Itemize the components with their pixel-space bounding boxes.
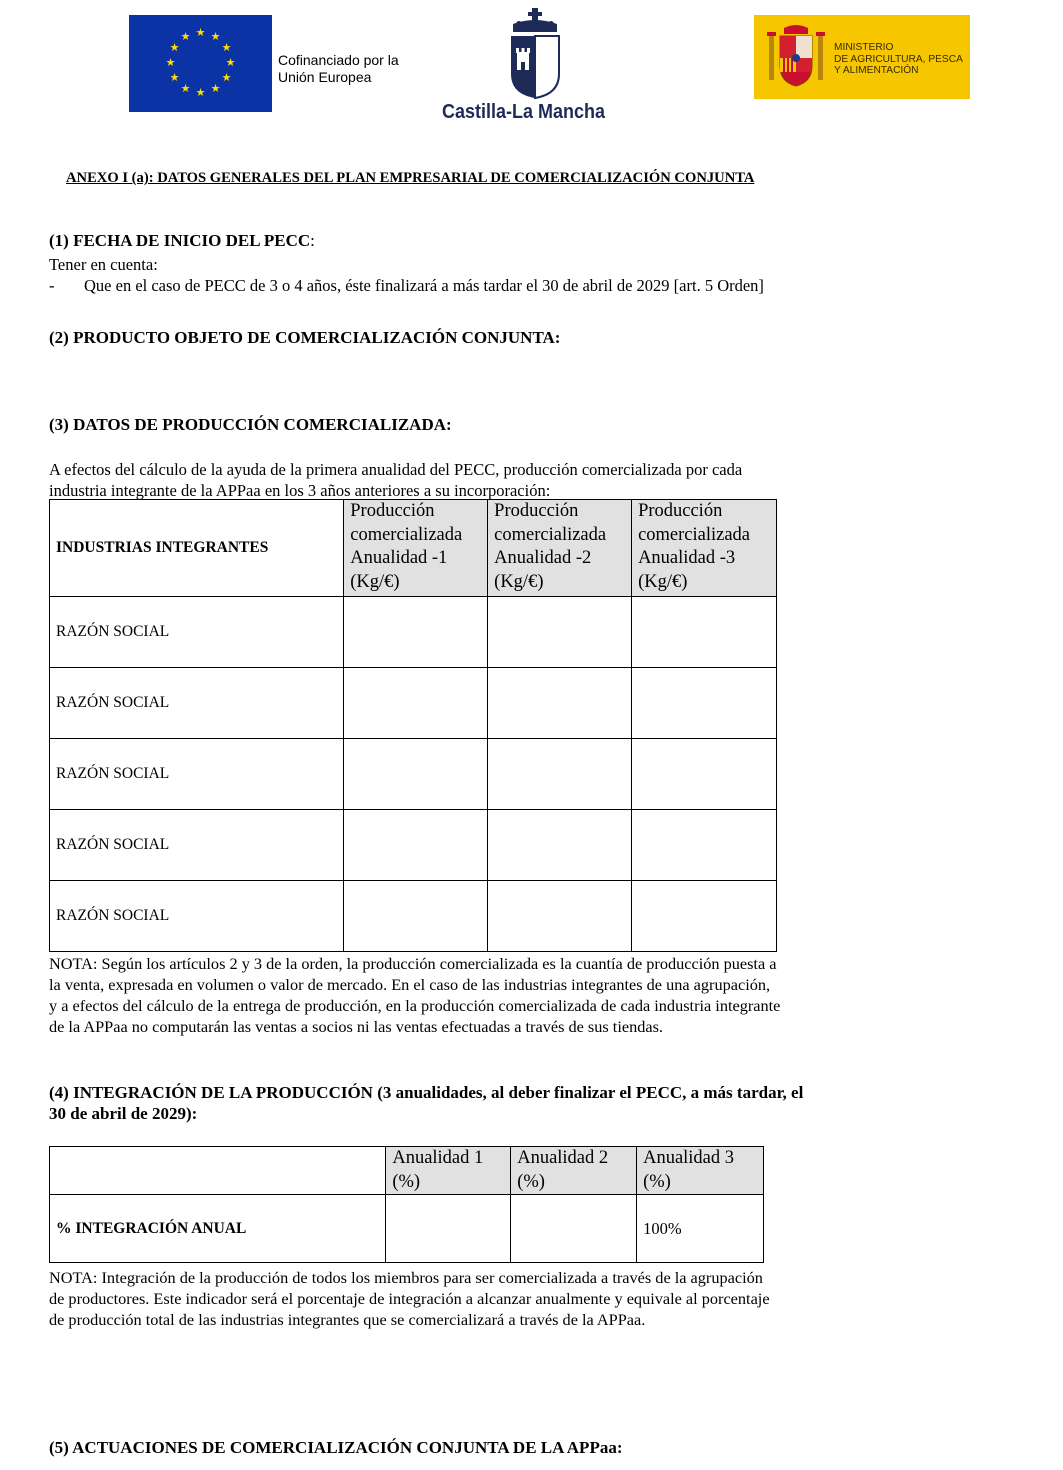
cell-input[interactable] [344,881,488,952]
integration-value-annuality-2[interactable] [511,1195,637,1263]
integration-table-header-row [50,1147,764,1195]
section3-note-line4: de la APPaa no computarán las ventas a socios ni las ventas efectuadas a través de sus tiendas. [49,1017,663,1036]
svg-text:★: ★ [221,41,232,54]
cell-input[interactable] [344,668,488,739]
svg-text:★: ★ [169,71,180,84]
svg-text:★: ★ [180,30,191,43]
header-annuality-minus-3-line1: Producción [638,501,723,521]
header-annuality-3 [637,1147,764,1195]
header-annuality-1-line1: Anualidad 1 [392,1148,484,1168]
castilla-la-mancha-wordmark: Castilla-La Mancha [442,101,606,123]
header-annuality-minus-3-line3: Anualidad -3 [638,548,736,568]
header-annuality-minus-1-line1: Producción [350,501,435,521]
section1-heading [49,231,315,251]
ministry-line1: MINISTERIO [834,42,894,53]
table-row [50,739,777,810]
section4-note-line3: de producción total de las industrias integrantes que se comercializará a través de la APPaa. [49,1310,646,1329]
integration-value-annuality-1[interactable] [386,1195,511,1263]
header-annuality-minus-3-line4: (Kg/€) [638,571,688,592]
eu-cofinancing-caption [278,52,399,86]
section3-note-line3: y a efectos del cálculo de la entrega de producción, en la producción comercializada de cada industria integrante [49,996,781,1015]
row-label-razon-social: RAZÓN SOCIAL [50,597,344,668]
svg-text:★: ★ [225,56,236,69]
svg-text:★: ★ [195,26,206,39]
section3-intro-line1: A efectos del cálculo de la ayuda de la primera anualidad del PECC, producción comercializada por cada [49,460,743,479]
table-row [50,597,777,668]
table-row [50,1195,764,1263]
header-annuality-2-line1: Anualidad 2 [517,1148,609,1168]
header-annuality-2 [511,1147,637,1195]
header-annuality-minus-2-line1: Producción [494,501,579,521]
eu-caption-line2: Unión Europea [278,69,372,85]
section3-note-line1: NOTA: Según los artículos 2 y 3 de la orden, la producción comercializada es la cuantía de producción puesta a [49,954,777,973]
cell-input[interactable] [344,597,488,668]
row-label-razon-social: RAZÓN SOCIAL [50,810,344,881]
cell-input[interactable] [488,597,632,668]
section3-heading: (3) DATOS DE PRODUCCIÓN COMERCIALIZADA: [49,415,452,434]
table-row [50,810,777,881]
section1-bullet-dash: - [49,276,55,295]
annex-title: ANEXO I (a): DATOS GENERALES DEL PLAN EMPRESARIAL DE COMERCIALIZACIÓN CONJUNTA [66,170,755,186]
section4-heading-line2: 30 de abril de 2029): [49,1104,198,1123]
cell-input[interactable] [632,881,777,952]
svg-text:★: ★ [165,56,176,69]
section3-note [49,953,885,1037]
svg-text:★: ★ [210,82,221,95]
row-label-razon-social: RAZÓN SOCIAL [50,739,344,810]
castilla-la-mancha-emblem-icon [505,8,565,100]
ministry-line3: Y ALIMENTACIÓN [834,65,919,76]
section2-heading: (2) PRODUCTO OBJETO DE COMERCIALIZACIÓN CONJUNTA: [49,328,561,347]
section4-note-line2: de productores. Este indicador será el porcentaje de integración a alcanzar anualmente y equivale al porcentaje [49,1289,770,1308]
svg-text:★: ★ [195,86,206,99]
cell-input[interactable] [488,668,632,739]
section4-heading-line1: (4) INTEGRACIÓN DE LA PRODUCCIÓN (3 anualidades, al deber finalizar el PECC, a más tardar, el [49,1083,804,1102]
header-empty [50,1147,386,1195]
row-label-razon-social: RAZÓN SOCIAL [50,668,344,739]
table-row [50,881,777,952]
cell-input[interactable] [344,739,488,810]
integration-table [49,1146,764,1263]
section1-intro: Tener en cuenta: [49,255,158,274]
header-annuality-minus-2-line3: Anualidad -2 [494,548,592,568]
header-annuality-1 [386,1147,511,1195]
production-table [49,499,777,952]
eu-flag-logo [129,15,272,112]
ministry-line2: DE AGRICULTURA, PESCA [834,53,963,65]
production-table-header-row [50,500,777,597]
cell-input[interactable] [632,810,777,881]
section1-heading-colon: : [310,231,315,250]
cell-input[interactable] [488,881,632,952]
header-annuality-minus-2-line2: comercializada [494,524,607,545]
header-annuality-3-line1: Anualidad 3 [643,1148,735,1168]
section1-bullet-text: Que en el caso de PECC de 3 o 4 años, éste finalizará a más tardar el 30 de abril de 2029 [art. 5 Orden] [84,276,764,295]
header-annuality-minus-2 [488,500,632,597]
header-industries: INDUSTRIAS INTEGRANTES [50,500,344,597]
header-annuality-minus-2-line4: (Kg/€) [494,571,544,592]
section3-note-line2: la venta, expresada en volumen o valor de mercado. En el caso de las industrias integrantes de una agrupación, [49,975,771,994]
section3-intro-line2: industria integrante de la APPaa en los 3 años anteriores a su incorporación: [49,481,551,500]
row-label-integration: % INTEGRACIÓN ANUAL [50,1195,386,1263]
cell-input[interactable] [488,739,632,810]
svg-text:★: ★ [210,30,221,43]
cell-input[interactable] [632,668,777,739]
ministry-name [834,42,963,77]
cell-input[interactable] [488,810,632,881]
header-annuality-minus-3 [632,500,777,597]
section4-note [49,1267,885,1330]
header-annuality-minus-1-line4: (Kg/€) [350,571,400,592]
section1-heading-text: (1) FECHA DE INICIO DEL PECC [49,231,311,250]
svg-text:★: ★ [180,82,191,95]
integration-value-annuality-3[interactable]: 100% [637,1195,764,1263]
header-annuality-minus-1 [344,500,488,597]
section5-heading: (5) ACTUACIONES DE COMERCIALIZACIÓN CONJUNTA DE LA APPaa: [49,1438,623,1457]
row-label-razon-social: RAZÓN SOCIAL [50,881,344,952]
header-annuality-minus-1-line3: Anualidad -1 [350,548,448,568]
header-annuality-minus-1-line2: comercializada [350,524,463,545]
svg-text:★: ★ [221,71,232,84]
eu-stars-icon [129,15,272,112]
cell-input[interactable] [632,597,777,668]
cell-input[interactable] [632,739,777,810]
svg-text:★: ★ [169,41,180,54]
header-annuality-1-line2: (%) [392,1171,421,1192]
spain-coat-of-arms-icon [766,22,826,90]
header-annuality-3-line2: (%) [643,1171,671,1192]
header-annuality-minus-3-line2: comercializada [638,524,751,545]
section4-note-line1: NOTA: Integración de la producción de todos los miembros para ser comercializada a través de la agrupación [49,1268,763,1287]
eu-caption-line1: Cofinanciado por la [278,52,399,68]
header-annuality-2-line2: (%) [517,1171,545,1192]
table-row [50,668,777,739]
cell-input[interactable] [344,810,488,881]
